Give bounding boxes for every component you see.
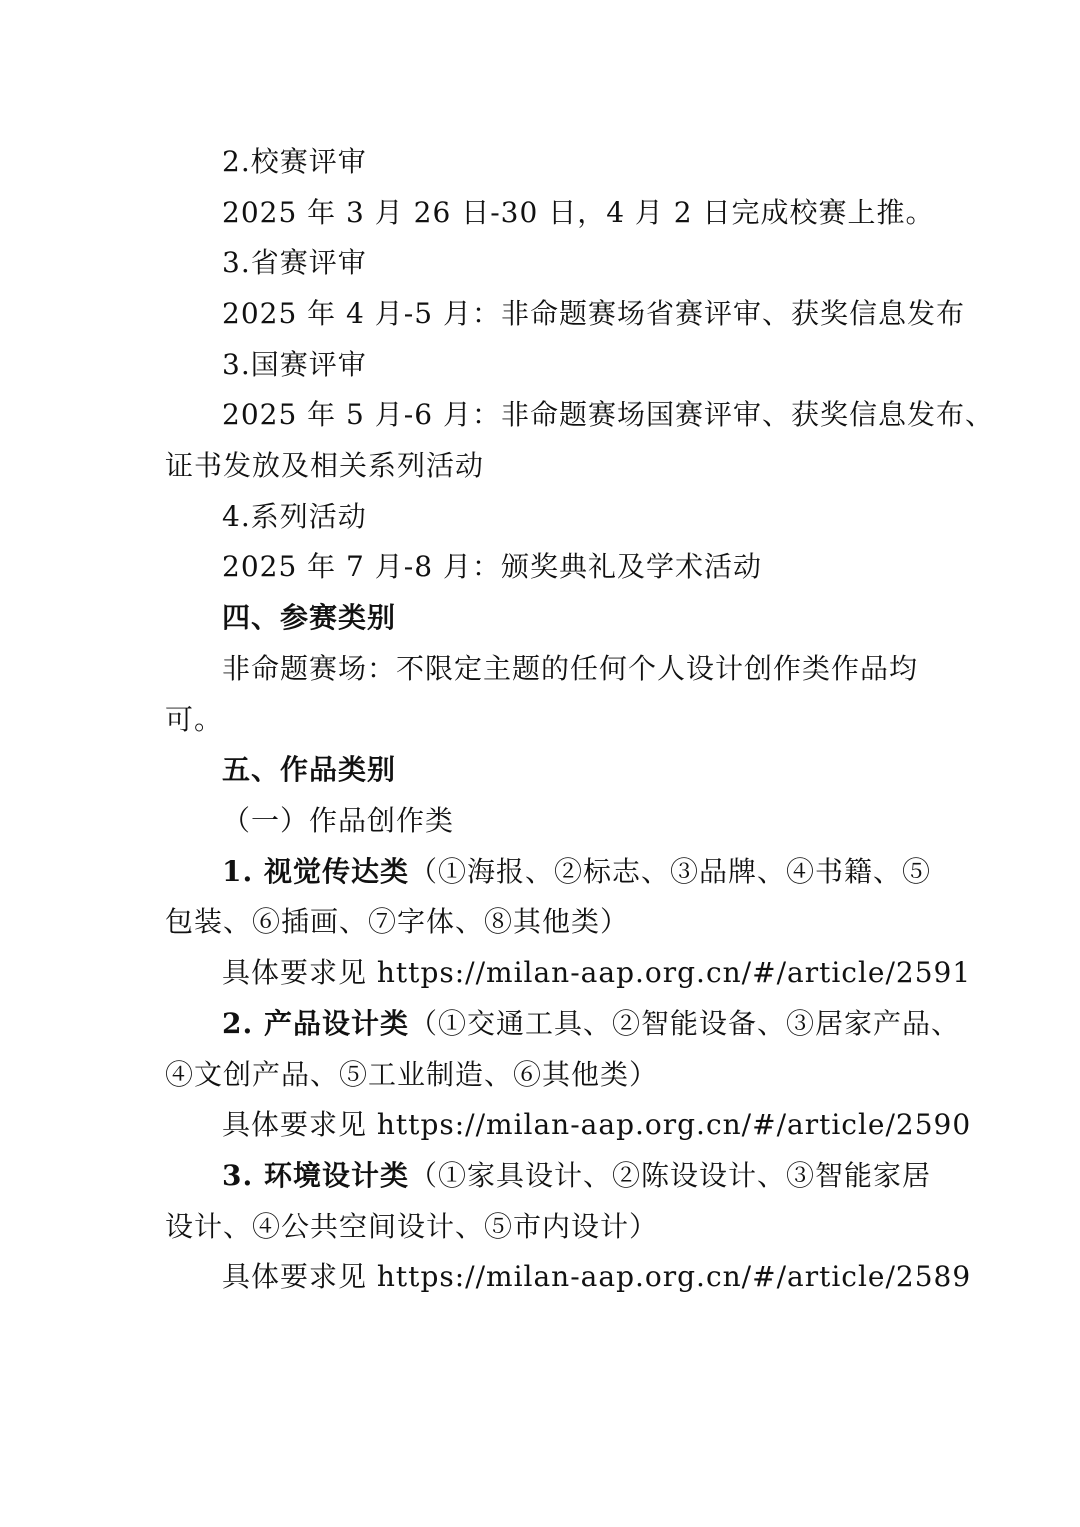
national-review-schedule-continued: 证书发放及相关系列活动 (165, 449, 485, 482)
item-environment-design-list: （①家具设计、②陈设设计、③智能家居 (408, 1159, 931, 1192)
section-heading-categories: 四、参赛类别 (222, 601, 397, 634)
item-environment-design-link: 具体要求见 https://milan-aap.org.cn/#/article/2589 (222, 1260, 972, 1293)
school-review-schedule: 2025 年 3 月 26 日-30 日，4 月 2 日完成校赛上推。 (222, 196, 935, 229)
item-product-design-title: 2. 产品设计类 (222, 1007, 409, 1040)
subheading-provincial-review: 3.省赛评审 (222, 246, 367, 279)
item-product-design-continued: ④文创产品、⑤工业制造、⑥其他类） (165, 1058, 659, 1091)
item-product-design-list: （①交通工具、②智能设备、③居家产品、 (408, 1007, 960, 1040)
categories-paragraph: 非命题赛场：不限定主题的任何个人设计创作类作品均 (222, 652, 919, 685)
item-visual-communication-title: 1. 视觉传达类 (222, 855, 409, 888)
item-visual-communication-continued: 包装、⑥插画、⑦字体、⑧其他类） (165, 905, 630, 938)
item-environment-design-continued: 设计、④公共空间设计、⑤市内设计） (165, 1210, 659, 1243)
series-activities-schedule: 2025 年 7 月-8 月：颁奖典礼及学术活动 (222, 550, 762, 583)
item-environment-design (222, 1156, 982, 1196)
section-heading-work-types: 五、作品类别 (222, 753, 397, 786)
item-visual-communication (222, 852, 982, 892)
subheading-school-review: 2.校赛评审 (222, 145, 367, 178)
national-review-schedule: 2025 年 5 月-6 月：非命题赛场国赛评审、获奖信息发布、 (222, 398, 994, 431)
subsection-heading-creation: （一）作品创作类 (222, 804, 455, 837)
subheading-series-activities: 4.系列活动 (222, 500, 367, 533)
item-visual-communication-link: 具体要求见 https://milan-aap.org.cn/#/article/2591 (222, 956, 972, 989)
item-product-design (222, 1004, 982, 1044)
item-product-design-link: 具体要求见 https://milan-aap.org.cn/#/article/2590 (222, 1108, 972, 1141)
subheading-national-review: 3.国赛评审 (222, 348, 367, 381)
item-environment-design-title: 3. 环境设计类 (222, 1159, 409, 1192)
item-visual-communication-list: （①海报、②标志、③品牌、④书籍、⑤ (408, 855, 931, 888)
provincial-review-schedule: 2025 年 4 月-5 月：非命题赛场省赛评审、获奖信息发布 (222, 297, 965, 330)
categories-paragraph-continued: 可。 (165, 703, 224, 736)
